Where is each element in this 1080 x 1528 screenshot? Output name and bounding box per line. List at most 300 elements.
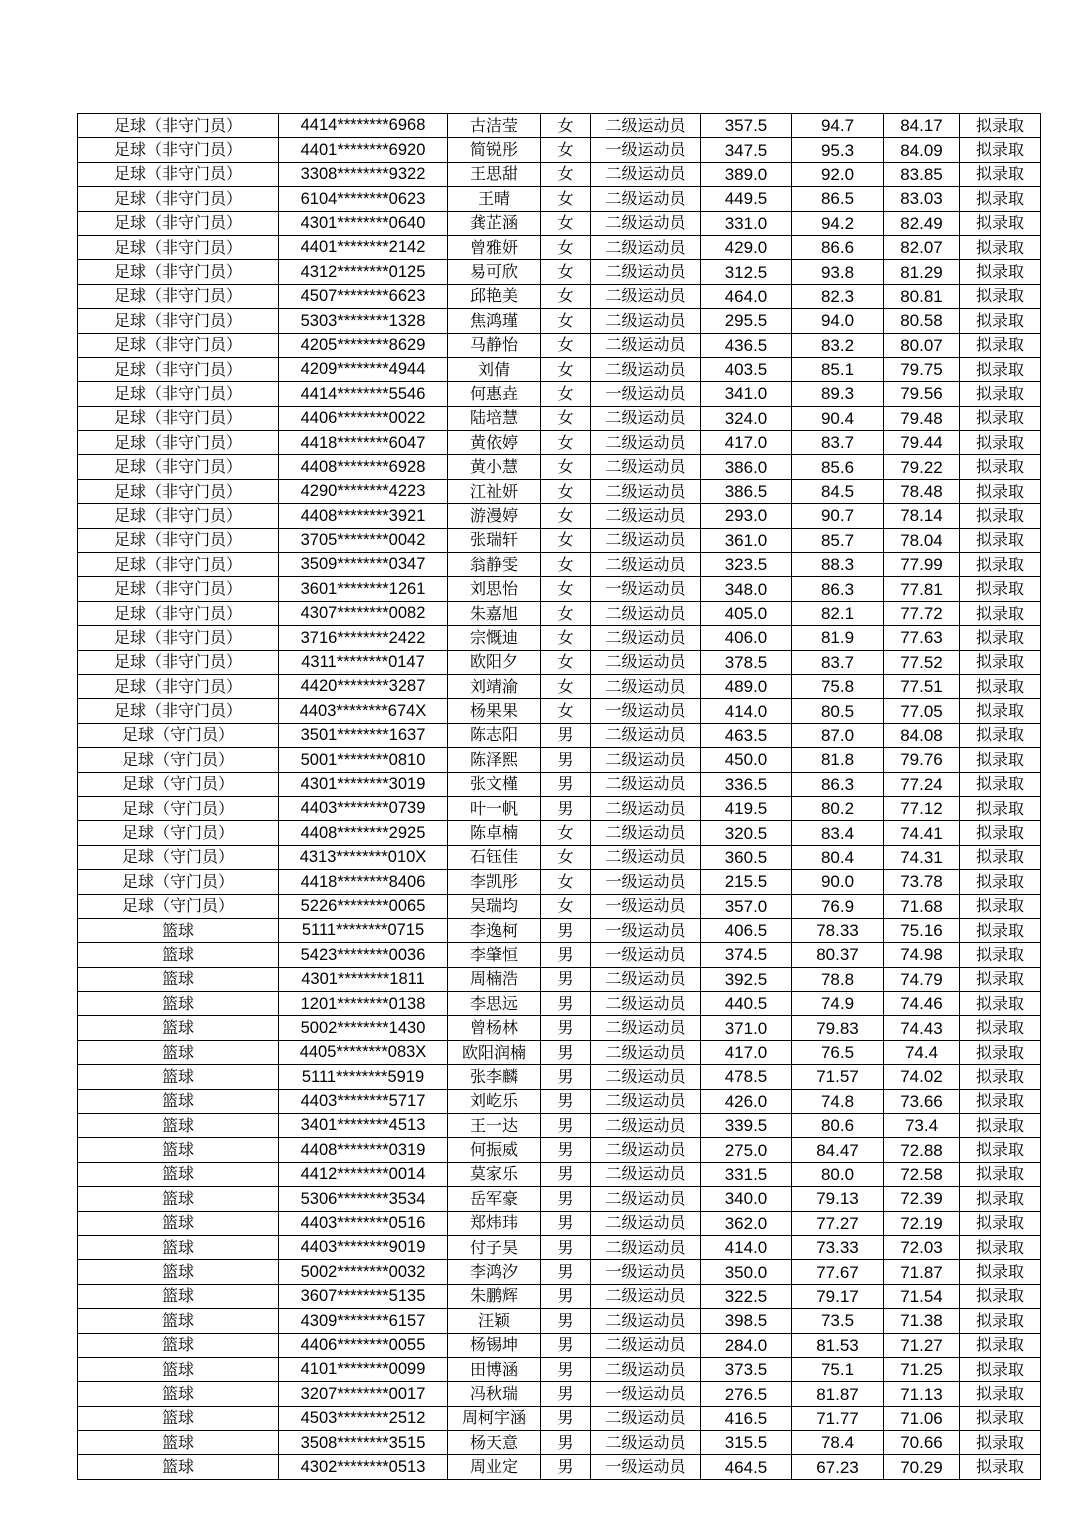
athlete-level-cell: 二级运动员 — [591, 1065, 701, 1089]
table-row — [78, 674, 1041, 698]
name-cell: 刘倩 — [448, 357, 541, 381]
name-cell: 欧阳夕 — [448, 650, 541, 674]
table-row — [78, 772, 1041, 796]
total-score-cell: 71.25 — [884, 1357, 960, 1381]
table-row — [78, 845, 1041, 869]
exam-score-cell: 357.5 — [701, 114, 792, 138]
exam-score-cell: 341.0 — [701, 382, 792, 406]
id-number-cell: 3401********4513 — [279, 1114, 448, 1138]
sport-cell: 篮球 — [78, 1260, 279, 1284]
id-number-cell: 4403********0516 — [279, 1211, 448, 1235]
exam-score-cell: 406.5 — [701, 918, 792, 942]
table-row — [78, 626, 1041, 650]
status-cell: 拟录取 — [960, 674, 1041, 698]
athlete-level-cell: 一级运动员 — [591, 1260, 701, 1284]
gender-cell: 男 — [541, 1187, 591, 1211]
sport-score-cell: 93.8 — [792, 260, 884, 284]
id-number-cell: 3308********9322 — [279, 162, 448, 186]
id-number-cell: 4418********8406 — [279, 870, 448, 894]
sport-score-cell: 83.4 — [792, 821, 884, 845]
table-row — [78, 1357, 1041, 1381]
sport-score-cell: 81.8 — [792, 748, 884, 772]
athlete-level-cell: 二级运动员 — [591, 967, 701, 991]
sport-cell: 足球（守门员） — [78, 748, 279, 772]
name-cell: 黄小慧 — [448, 455, 541, 479]
sport-cell: 篮球 — [78, 967, 279, 991]
sport-score-cell: 86.6 — [792, 235, 884, 259]
sport-cell: 篮球 — [78, 1187, 279, 1211]
exam-score-cell: 386.5 — [701, 479, 792, 503]
exam-score-cell: 362.0 — [701, 1211, 792, 1235]
gender-cell: 女 — [541, 553, 591, 577]
sport-cell: 足球（非守门员） — [78, 260, 279, 284]
exam-score-cell: 331.0 — [701, 211, 792, 235]
id-number-cell: 4309********6157 — [279, 1309, 448, 1333]
exam-score-cell: 276.5 — [701, 1382, 792, 1406]
sport-score-cell: 94.2 — [792, 211, 884, 235]
status-cell: 拟录取 — [960, 772, 1041, 796]
table-row — [78, 992, 1041, 1016]
gender-cell: 女 — [541, 382, 591, 406]
gender-cell: 女 — [541, 626, 591, 650]
exam-score-cell: 398.5 — [701, 1309, 792, 1333]
name-cell: 陆培慧 — [448, 406, 541, 430]
status-cell: 拟录取 — [960, 1431, 1041, 1455]
sport-score-cell: 75.8 — [792, 674, 884, 698]
exam-score-cell: 478.5 — [701, 1065, 792, 1089]
id-number-cell: 4101********0099 — [279, 1357, 448, 1381]
athlete-level-cell: 二级运动员 — [591, 674, 701, 698]
table-row — [78, 1260, 1041, 1284]
status-cell: 拟录取 — [960, 553, 1041, 577]
table-body — [78, 114, 1041, 1480]
sport-score-cell: 81.53 — [792, 1333, 884, 1357]
total-score-cell: 79.22 — [884, 455, 960, 479]
sport-score-cell: 75.1 — [792, 1357, 884, 1381]
status-cell: 拟录取 — [960, 1357, 1041, 1381]
sport-score-cell: 94.7 — [792, 114, 884, 138]
sport-cell: 篮球 — [78, 1382, 279, 1406]
table-row — [78, 284, 1041, 308]
status-cell: 拟录取 — [960, 1284, 1041, 1308]
name-cell: 田博涵 — [448, 1357, 541, 1381]
table-row — [78, 1162, 1041, 1186]
total-score-cell: 80.58 — [884, 309, 960, 333]
name-cell: 张李麟 — [448, 1065, 541, 1089]
athlete-level-cell: 二级运动员 — [591, 1431, 701, 1455]
sport-cell: 足球（守门员） — [78, 870, 279, 894]
sport-cell: 足球（非守门员） — [78, 284, 279, 308]
table-row — [78, 796, 1041, 820]
id-number-cell: 3207********0017 — [279, 1382, 448, 1406]
id-number-cell: 3607********5135 — [279, 1284, 448, 1308]
id-number-cell: 4401********6920 — [279, 138, 448, 162]
sport-cell: 篮球 — [78, 1284, 279, 1308]
name-cell: 李肇恒 — [448, 943, 541, 967]
exam-score-cell: 348.0 — [701, 577, 792, 601]
sport-cell: 足球（非守门员） — [78, 528, 279, 552]
table-row — [78, 1382, 1041, 1406]
athlete-level-cell: 二级运动员 — [591, 992, 701, 1016]
sport-score-cell: 76.9 — [792, 894, 884, 918]
sport-cell: 足球（非守门员） — [78, 674, 279, 698]
total-score-cell: 74.4 — [884, 1040, 960, 1064]
table-row — [78, 1114, 1041, 1138]
exam-score-cell: 464.5 — [701, 1455, 792, 1479]
gender-cell: 女 — [541, 699, 591, 723]
exam-score-cell: 374.5 — [701, 943, 792, 967]
id-number-cell: 4420********3287 — [279, 674, 448, 698]
table-row — [78, 1284, 1041, 1308]
gender-cell: 男 — [541, 1016, 591, 1040]
exam-score-cell: 405.0 — [701, 601, 792, 625]
status-cell: 拟录取 — [960, 382, 1041, 406]
gender-cell: 女 — [541, 260, 591, 284]
total-score-cell: 82.07 — [884, 235, 960, 259]
sport-cell: 足球（非守门员） — [78, 699, 279, 723]
athlete-level-cell: 二级运动员 — [591, 601, 701, 625]
total-score-cell: 71.68 — [884, 894, 960, 918]
sport-cell: 篮球 — [78, 1333, 279, 1357]
name-cell: 黄依婷 — [448, 431, 541, 455]
exam-score-cell: 336.5 — [701, 772, 792, 796]
exam-score-cell: 315.5 — [701, 1431, 792, 1455]
table-row — [78, 382, 1041, 406]
id-number-cell: 5303********1328 — [279, 309, 448, 333]
id-number-cell: 5002********1430 — [279, 1016, 448, 1040]
gender-cell: 男 — [541, 918, 591, 942]
gender-cell: 男 — [541, 796, 591, 820]
name-cell: 易可欣 — [448, 260, 541, 284]
exam-score-cell: 386.0 — [701, 455, 792, 479]
status-cell: 拟录取 — [960, 1162, 1041, 1186]
sport-cell: 篮球 — [78, 1431, 279, 1455]
table-row — [78, 1065, 1041, 1089]
sport-cell: 足球（非守门员） — [78, 577, 279, 601]
sport-score-cell: 77.27 — [792, 1211, 884, 1235]
exam-score-cell: 324.0 — [701, 406, 792, 430]
athlete-level-cell: 二级运动员 — [591, 748, 701, 772]
athlete-level-cell: 一级运动员 — [591, 577, 701, 601]
athlete-level-cell: 二级运动员 — [591, 211, 701, 235]
exam-score-cell: 331.5 — [701, 1162, 792, 1186]
total-score-cell: 75.16 — [884, 918, 960, 942]
name-cell: 吴瑞均 — [448, 894, 541, 918]
table-row — [78, 1309, 1041, 1333]
name-cell: 汪颖 — [448, 1309, 541, 1333]
athlete-level-cell: 一级运动员 — [591, 870, 701, 894]
name-cell: 简锐彤 — [448, 138, 541, 162]
sport-score-cell: 85.1 — [792, 357, 884, 381]
status-cell: 拟录取 — [960, 284, 1041, 308]
exam-score-cell: 322.5 — [701, 1284, 792, 1308]
id-number-cell: 6104********0623 — [279, 187, 448, 211]
sport-score-cell: 87.0 — [792, 723, 884, 747]
sport-cell: 足球（非守门员） — [78, 382, 279, 406]
total-score-cell: 74.46 — [884, 992, 960, 1016]
status-cell: 拟录取 — [960, 1382, 1041, 1406]
total-score-cell: 79.76 — [884, 748, 960, 772]
id-number-cell: 4401********2142 — [279, 235, 448, 259]
status-cell: 拟录取 — [960, 138, 1041, 162]
gender-cell: 女 — [541, 821, 591, 845]
sport-score-cell: 88.3 — [792, 553, 884, 577]
athlete-level-cell: 二级运动员 — [591, 333, 701, 357]
exam-score-cell: 449.5 — [701, 187, 792, 211]
status-cell: 拟录取 — [960, 431, 1041, 455]
name-cell: 曾杨林 — [448, 1016, 541, 1040]
id-number-cell: 5306********3534 — [279, 1187, 448, 1211]
sport-cell: 足球（非守门员） — [78, 114, 279, 138]
name-cell: 朱嘉旭 — [448, 601, 541, 625]
name-cell: 江祉妍 — [448, 479, 541, 503]
sport-cell: 篮球 — [78, 1211, 279, 1235]
id-number-cell: 4408********6928 — [279, 455, 448, 479]
sport-cell: 足球（非守门员） — [78, 553, 279, 577]
status-cell: 拟录取 — [960, 528, 1041, 552]
table-row — [78, 235, 1041, 259]
id-number-cell: 4302********0513 — [279, 1455, 448, 1479]
sport-score-cell: 81.87 — [792, 1382, 884, 1406]
table-row — [78, 1089, 1041, 1113]
id-number-cell: 3716********2422 — [279, 626, 448, 650]
id-number-cell: 4403********9019 — [279, 1235, 448, 1259]
total-score-cell: 78.04 — [884, 528, 960, 552]
total-score-cell: 71.27 — [884, 1333, 960, 1357]
id-number-cell: 3601********1261 — [279, 577, 448, 601]
sport-cell: 足球（非守门员） — [78, 601, 279, 625]
sport-score-cell: 84.47 — [792, 1138, 884, 1162]
name-cell: 王思甜 — [448, 162, 541, 186]
status-cell: 拟录取 — [960, 894, 1041, 918]
sport-cell: 篮球 — [78, 992, 279, 1016]
total-score-cell: 80.07 — [884, 333, 960, 357]
status-cell: 拟录取 — [960, 723, 1041, 747]
sport-score-cell: 82.1 — [792, 601, 884, 625]
sport-score-cell: 77.67 — [792, 1260, 884, 1284]
gender-cell: 男 — [541, 1065, 591, 1089]
status-cell: 拟录取 — [960, 260, 1041, 284]
sport-cell: 足球（非守门员） — [78, 162, 279, 186]
id-number-cell: 4403********674X — [279, 699, 448, 723]
status-cell: 拟录取 — [960, 626, 1041, 650]
name-cell: 李思远 — [448, 992, 541, 1016]
id-number-cell: 4408********0319 — [279, 1138, 448, 1162]
id-number-cell: 4414********6968 — [279, 114, 448, 138]
sport-score-cell: 71.77 — [792, 1406, 884, 1430]
sport-cell: 足球（非守门员） — [78, 479, 279, 503]
sport-cell: 足球（非守门员） — [78, 187, 279, 211]
status-cell: 拟录取 — [960, 357, 1041, 381]
athlete-level-cell: 二级运动员 — [591, 1235, 701, 1259]
gender-cell: 男 — [541, 967, 591, 991]
gender-cell: 女 — [541, 309, 591, 333]
total-score-cell: 78.48 — [884, 479, 960, 503]
id-number-cell: 4408********3921 — [279, 504, 448, 528]
athlete-level-cell: 二级运动员 — [591, 1357, 701, 1381]
name-cell: 邱艳美 — [448, 284, 541, 308]
sport-cell: 足球（守门员） — [78, 723, 279, 747]
status-cell: 拟录取 — [960, 1089, 1041, 1113]
name-cell: 龚芷涵 — [448, 211, 541, 235]
table-row — [78, 870, 1041, 894]
athlete-level-cell: 二级运动员 — [591, 796, 701, 820]
name-cell: 郑炜玮 — [448, 1211, 541, 1235]
exam-score-cell: 275.0 — [701, 1138, 792, 1162]
sport-score-cell: 85.7 — [792, 528, 884, 552]
sport-cell: 篮球 — [78, 1235, 279, 1259]
name-cell: 李鸿汐 — [448, 1260, 541, 1284]
gender-cell: 男 — [541, 1357, 591, 1381]
total-score-cell: 80.81 — [884, 284, 960, 308]
exam-score-cell: 312.5 — [701, 260, 792, 284]
id-number-cell: 5111********5919 — [279, 1065, 448, 1089]
sport-score-cell: 95.3 — [792, 138, 884, 162]
table-row — [78, 406, 1041, 430]
total-score-cell: 71.87 — [884, 1260, 960, 1284]
total-score-cell: 72.88 — [884, 1138, 960, 1162]
id-number-cell: 3705********0042 — [279, 528, 448, 552]
total-score-cell: 74.98 — [884, 943, 960, 967]
total-score-cell: 77.24 — [884, 772, 960, 796]
name-cell: 陈卓楠 — [448, 821, 541, 845]
status-cell: 拟录取 — [960, 967, 1041, 991]
sport-score-cell: 81.9 — [792, 626, 884, 650]
table-row — [78, 650, 1041, 674]
sport-cell: 足球（非守门员） — [78, 626, 279, 650]
athlete-level-cell: 二级运动员 — [591, 772, 701, 796]
table-row — [78, 333, 1041, 357]
total-score-cell: 70.66 — [884, 1431, 960, 1455]
id-number-cell: 4503********2512 — [279, 1406, 448, 1430]
sport-cell: 篮球 — [78, 943, 279, 967]
gender-cell: 女 — [541, 211, 591, 235]
id-number-cell: 4301********0640 — [279, 211, 448, 235]
table-row — [78, 1333, 1041, 1357]
status-cell: 拟录取 — [960, 1455, 1041, 1479]
status-cell: 拟录取 — [960, 992, 1041, 1016]
id-number-cell: 4406********0055 — [279, 1333, 448, 1357]
table-row — [78, 114, 1041, 138]
exam-score-cell: 406.0 — [701, 626, 792, 650]
athlete-level-cell: 二级运动员 — [591, 1138, 701, 1162]
athlete-level-cell: 二级运动员 — [591, 162, 701, 186]
total-score-cell: 71.13 — [884, 1382, 960, 1406]
exam-score-cell: 340.0 — [701, 1187, 792, 1211]
total-score-cell: 84.08 — [884, 723, 960, 747]
total-score-cell: 77.51 — [884, 674, 960, 698]
sport-score-cell: 83.7 — [792, 431, 884, 455]
exam-score-cell: 414.0 — [701, 1235, 792, 1259]
total-score-cell: 74.31 — [884, 845, 960, 869]
gender-cell: 女 — [541, 894, 591, 918]
table-row — [78, 211, 1041, 235]
gender-cell: 男 — [541, 1284, 591, 1308]
exam-score-cell: 293.0 — [701, 504, 792, 528]
name-cell: 杨天意 — [448, 1431, 541, 1455]
total-score-cell: 74.43 — [884, 1016, 960, 1040]
athlete-level-cell: 二级运动员 — [591, 1333, 701, 1357]
status-cell: 拟录取 — [960, 1187, 1041, 1211]
exam-score-cell: 464.0 — [701, 284, 792, 308]
athlete-level-cell: 一级运动员 — [591, 943, 701, 967]
sport-cell: 足球（非守门员） — [78, 455, 279, 479]
name-cell: 王一达 — [448, 1114, 541, 1138]
name-cell: 曾雅妍 — [448, 235, 541, 259]
total-score-cell: 72.39 — [884, 1187, 960, 1211]
status-cell: 拟录取 — [960, 601, 1041, 625]
sport-cell: 篮球 — [78, 1065, 279, 1089]
gender-cell: 男 — [541, 1162, 591, 1186]
id-number-cell: 4406********0022 — [279, 406, 448, 430]
exam-score-cell: 463.5 — [701, 723, 792, 747]
name-cell: 周业定 — [448, 1455, 541, 1479]
status-cell: 拟录取 — [960, 333, 1041, 357]
sport-score-cell: 73.5 — [792, 1309, 884, 1333]
id-number-cell: 4301********3019 — [279, 772, 448, 796]
athlete-level-cell: 二级运动员 — [591, 1162, 701, 1186]
exam-score-cell: 361.0 — [701, 528, 792, 552]
id-number-cell: 4403********5717 — [279, 1089, 448, 1113]
name-cell: 李逸柯 — [448, 918, 541, 942]
total-score-cell: 81.29 — [884, 260, 960, 284]
total-score-cell: 84.17 — [884, 114, 960, 138]
gender-cell: 女 — [541, 333, 591, 357]
sport-cell: 篮球 — [78, 1016, 279, 1040]
athlete-level-cell: 二级运动员 — [591, 1406, 701, 1430]
exam-score-cell: 392.5 — [701, 967, 792, 991]
sport-score-cell: 74.9 — [792, 992, 884, 1016]
table-row — [78, 894, 1041, 918]
sport-score-cell: 85.6 — [792, 455, 884, 479]
athlete-level-cell: 一级运动员 — [591, 918, 701, 942]
exam-score-cell: 350.0 — [701, 1260, 792, 1284]
athlete-level-cell: 二级运动员 — [591, 1284, 701, 1308]
exam-score-cell: 450.0 — [701, 748, 792, 772]
total-score-cell: 73.66 — [884, 1089, 960, 1113]
gender-cell: 女 — [541, 601, 591, 625]
exam-score-cell: 414.0 — [701, 699, 792, 723]
gender-cell: 女 — [541, 357, 591, 381]
name-cell: 李凯彤 — [448, 870, 541, 894]
id-number-cell: 4301********1811 — [279, 967, 448, 991]
sport-cell: 足球（非守门员） — [78, 431, 279, 455]
total-score-cell: 83.85 — [884, 162, 960, 186]
total-score-cell: 77.12 — [884, 796, 960, 820]
gender-cell: 男 — [541, 1040, 591, 1064]
table-row — [78, 1455, 1041, 1479]
total-score-cell: 73.78 — [884, 870, 960, 894]
gender-cell: 女 — [541, 577, 591, 601]
table-row — [78, 967, 1041, 991]
sport-score-cell: 80.6 — [792, 1114, 884, 1138]
exam-score-cell: 419.5 — [701, 796, 792, 820]
gender-cell: 女 — [541, 479, 591, 503]
athlete-level-cell: 二级运动员 — [591, 1114, 701, 1138]
status-cell: 拟录取 — [960, 504, 1041, 528]
gender-cell: 男 — [541, 723, 591, 747]
table-row — [78, 1016, 1041, 1040]
athlete-level-cell: 二级运动员 — [591, 1089, 701, 1113]
athlete-level-cell: 一级运动员 — [591, 382, 701, 406]
status-cell: 拟录取 — [960, 650, 1041, 674]
gender-cell: 男 — [541, 1333, 591, 1357]
id-number-cell: 4290********4223 — [279, 479, 448, 503]
name-cell: 欧阳润楠 — [448, 1040, 541, 1064]
sport-cell: 足球（非守门员） — [78, 504, 279, 528]
sport-score-cell: 80.37 — [792, 943, 884, 967]
name-cell: 王晴 — [448, 187, 541, 211]
